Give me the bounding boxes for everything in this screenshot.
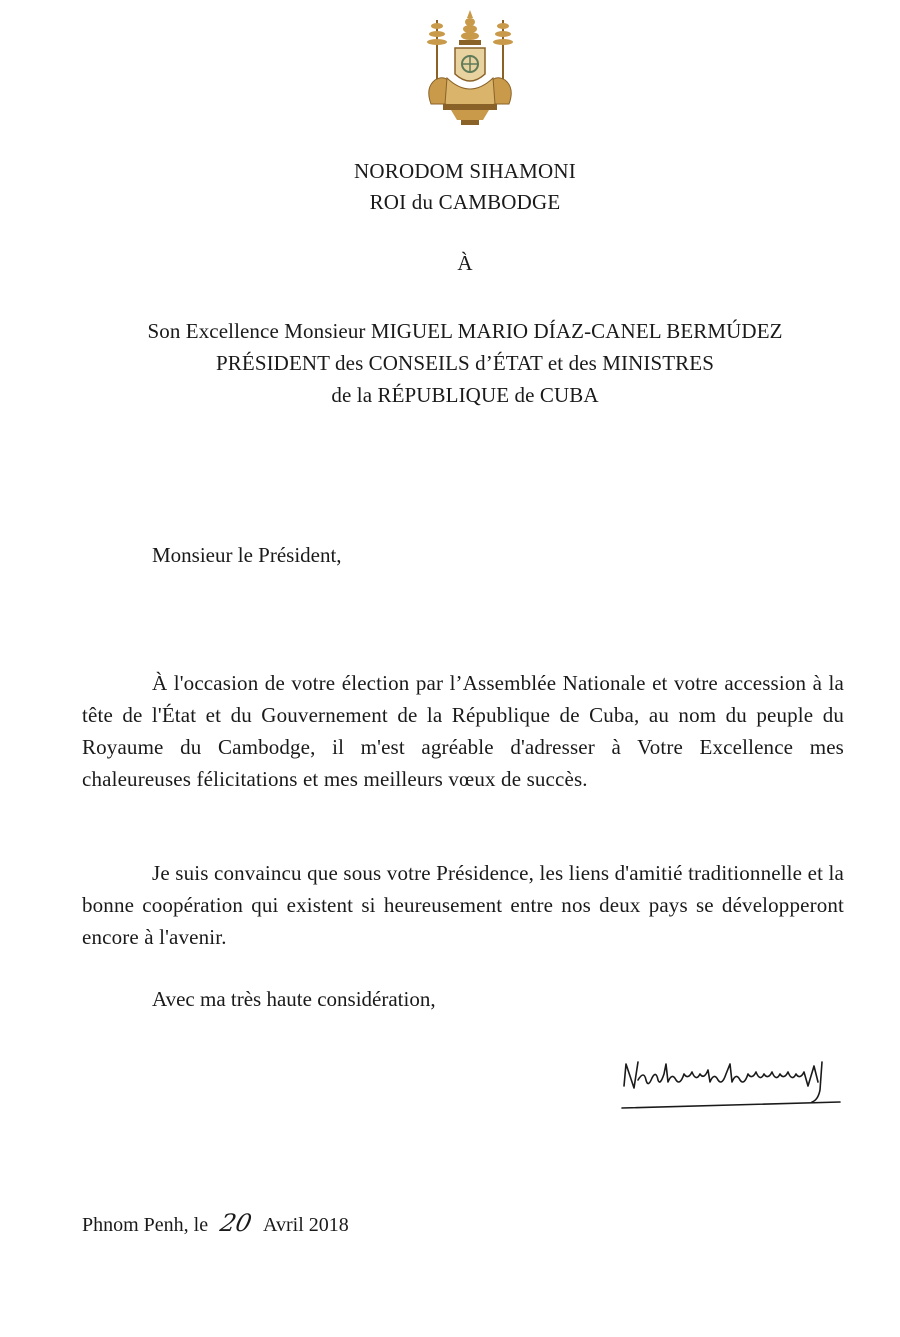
date-line [82, 1209, 349, 1237]
date-month-year: Avril 2018 [263, 1214, 349, 1236]
to-word: À [457, 251, 473, 275]
handwritten-signature [616, 1050, 846, 1114]
royal-emblem-icon [417, 8, 523, 128]
addressee-line-1: Son Excellence Monsieur MIGUEL MARIO DÍAZ-CANEL BERMÚDEZ [147, 319, 783, 343]
body-paragraph-1: À l'occasion de votre élection par l’Assemblée Nationale et votre accession à la tête de l'État et du Gouvernement de la République de Cuba, au nom du peuple du Royaume du Cambodge, il m'est agréable d'adresser à Votre Excellence mes chaleureuses félicitations et mes meilleurs vœux de succès. [82, 671, 844, 791]
sender-name: NORODOM SIHAMONI [354, 159, 576, 183]
body-paragraph-2: Je suis convaincu que sous votre Présidence, les liens d'amitié traditionnelle et la bonne coopération qui existent si heureusement entre nos deux pays se développeront encore à l'avenir. [82, 861, 844, 949]
sender-title: ROI du CAMBODGE [369, 190, 561, 214]
salutation: Monsieur le Président, [152, 543, 342, 567]
date-place: Phnom Penh, le [82, 1214, 209, 1236]
addressee-block [0, 315, 900, 411]
sender-header [0, 156, 900, 218]
date-day-handwritten: 20 [217, 1209, 255, 1237]
closing-line: Avec ma très haute considération, [152, 987, 436, 1011]
addressee-line-3: de la RÉPUBLIQUE de CUBA [331, 383, 599, 407]
addressee-line-2: PRÉSIDENT des CONSEILS d’ÉTAT et des MINISTRES [216, 351, 714, 375]
